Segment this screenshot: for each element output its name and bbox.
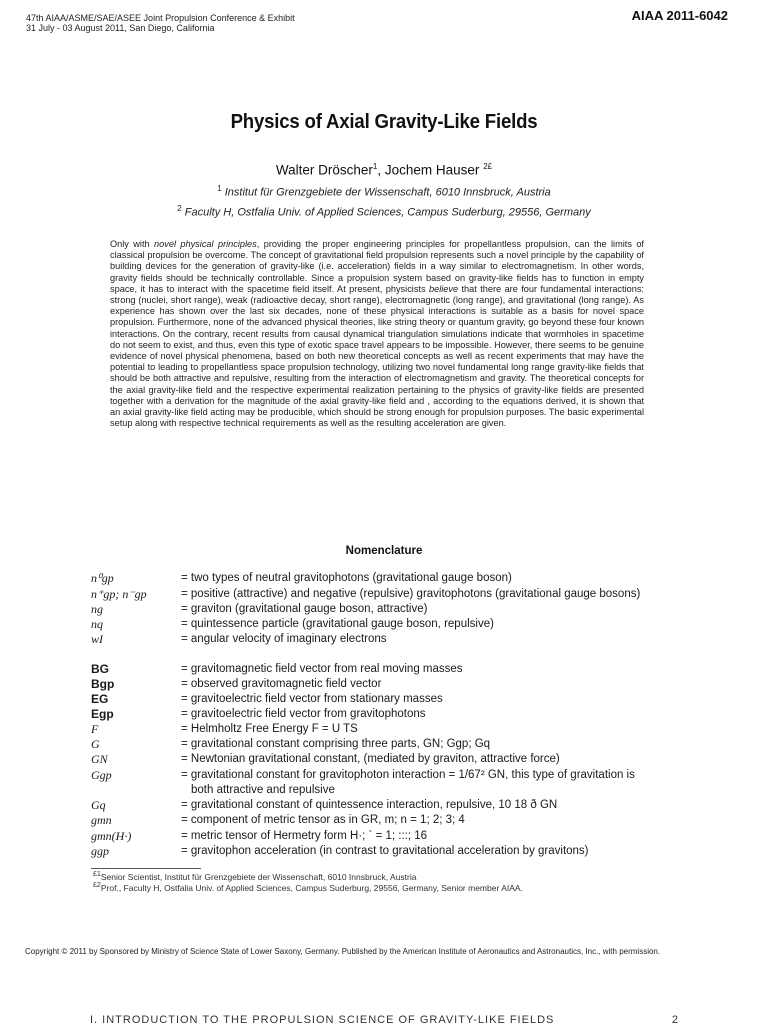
affiliation-1-text: Institut für Grenzgebiete der Wissenschaft, 6010 Innsbruck, Austria	[224, 186, 551, 199]
page-number: 2	[671, 1014, 678, 1026]
nomenclature-definition: = metric tensor of Hermetry form H·; ` = 1; :::; 16	[181, 830, 428, 842]
nomenclature-definition: = angular velocity of imaginary electrons	[181, 633, 387, 645]
nomenclature-definition: = gravitational constant for gravitophoton interaction = 1/67² GN, this type of gravitation is	[181, 769, 635, 781]
nomenclature-definition: = gravitomagnetic field vector from real moving masses	[181, 663, 463, 675]
footnote-1-mark: £1	[93, 870, 101, 878]
nomenclature-symbol: gmn(H·)	[91, 829, 132, 843]
footnote-1-text: Senior Scientist, Institut für Grenzgebiete der Wissenschaft, 6010 Innsbruck, Austria	[100, 871, 417, 882]
nomenclature-definition: = graviton (gravitational gauge boson, attractive)	[181, 603, 428, 615]
affiliation-2-sup: 2	[177, 204, 182, 213]
abstract-emphasis: novel physical principles	[154, 239, 257, 249]
affiliation-2-text: Faculty H, Ostfalia Univ. of Applied Sciences, Campus Suderburg, 29556, Germany	[184, 206, 591, 219]
nomenclature-definition: = gravitoelectric field vector from stationary masses	[181, 693, 443, 705]
affiliation-1	[0, 184, 768, 199]
nomenclature-heading: Nomenclature	[345, 545, 423, 557]
nomenclature-definition: = observed gravitomagnetic field vector	[181, 678, 382, 690]
author-1-name: Walter Dröscher	[275, 162, 373, 178]
nomenclature-symbol: F	[91, 722, 99, 736]
nomenclature-symbol: ng	[91, 602, 103, 616]
abstract-text: Only with	[110, 239, 155, 249]
nomenclature-definition: = gravitophon acceleration (in contrast to gravitational acceleration by gravitons)	[181, 845, 589, 857]
copyright-notice: Copyright © 2011 by Sponsored by Ministry of Science State of Lower Saxony, Germany. Published by the American Institute of Aeronautics and Astronautics, Inc., with permission.	[25, 947, 661, 956]
nomenclature-symbol: gmn	[91, 813, 112, 827]
nomenclature-symbol: n⁺gp; n⁻gp	[91, 587, 147, 601]
nomenclature-definition: = positive (attractive) and negative (repulsive) gravitophotons (gravitational gauge bosons)	[181, 588, 641, 600]
nomenclature-definition: = gravitoelectric field vector from gravitophotons	[181, 708, 426, 720]
nomenclature-definition: = quintessence particle (gravitational gauge boson, repulsive)	[181, 618, 494, 630]
nomenclature-definition: = gravitational constant of quintessence interaction, repulsive, 10 18 ð GN	[181, 799, 558, 811]
footnote-2-text: Prof., Faculty H, Ostfalia Univ. of Applied Sciences, Campus Suderburg, 29556, Germany, Senior member AIAA.	[100, 882, 523, 893]
author-2-sup: 2£	[483, 162, 493, 171]
nomenclature-symbol: Ggp	[91, 768, 112, 782]
nomenclature-symbol: Egp	[91, 707, 114, 721]
nomenclature-symbol: Bgp	[91, 677, 115, 691]
nomenclature-symbol: EG	[91, 692, 109, 706]
affiliation-1-sup: 1	[217, 184, 222, 193]
nomenclature-definition: both attractive and repulsive	[191, 784, 335, 796]
nomenclature-symbol: wI	[91, 632, 103, 646]
nomenclature-definition: = Newtonian gravitational constant, (mediated by graviton, attractive force)	[181, 753, 560, 765]
nomenclature-definition: = two types of neutral gravitophotons (gravitational gauge boson)	[181, 572, 512, 584]
author-separator: ,	[377, 162, 385, 178]
conference-name: 47th AIAA/ASME/SAE/ASEE Joint Propulsion Conference & Exhibit	[26, 13, 295, 23]
nomenclature-symbol: GN	[91, 752, 108, 766]
abstract-text: that there are four fundamental interactions: strong (nuclei, short range), weak (radioactive decay, short range), electromagnetic (long range), and gravitational (long range). As experience has shown over the last six decades, none of these physical interactions is suitable as a basis for novel space propulsion. Furthermore, none of the advanced physical theories, like string theory or quantum gravity, go beyond these four known interactions. On the contrary, recent results from causal dynamical triangulation simulations indicate that wormholes in spacetime do not seem to exist, and thus, even this type of exotic space travel appears to be impossible. However, there seems to be genuine evidence of novel physical phenomena, based on both new theoretical concepts as well as recent experiments that may have the potential to leading to propellantless space propulsion technology, utilizing two novel fundamental long range gravity-like fields that should be both attractive and repulsive, resulting from the interaction of electromagnetism and gravity. The theoretical concepts for the axial gravity-like field and the respective experimental realization pertaining to the physics of gravity-like fields are presented together with a derivation for the magnitude of the axial gravity-like field and , according to the equations derived, it is shown that an axial gravity-like field acting may be producible, which should be strong enough for propulsion purposes. The basic experimental setup along with respective technical requirements as well as the resulting acceleration are given.	[110, 283, 644, 429]
paper-id: AIAA 2011-6042	[631, 8, 728, 23]
author-1-sup: 1	[372, 162, 378, 171]
running-section-title: I. INTRODUCTION TO THE PROPULSION SCIENCE OF GRAVITY-LIKE FIELDS	[90, 1014, 555, 1026]
conference-header	[26, 13, 295, 33]
nomenclature-symbol: G	[91, 737, 100, 751]
nomenclature-symbol: ggp	[91, 844, 109, 858]
affiliation-2	[0, 204, 768, 219]
author-2-name: Jochem Hauser	[384, 162, 480, 178]
footnote-2-mark: £2	[93, 881, 101, 889]
abstract-emphasis: believe	[428, 283, 459, 294]
nomenclature-symbol: nq	[91, 617, 103, 631]
paper-title: Physics of Axial Gravity-Like Fields	[230, 111, 538, 133]
nomenclature-definition: = gravitational constant comprising three parts, GN; Ggp; Gq	[181, 738, 491, 750]
nomenclature-symbol: Gq	[91, 798, 106, 812]
author-line	[0, 162, 768, 178]
nomenclature-symbol: BG	[91, 662, 109, 676]
abstract	[110, 239, 644, 429]
nomenclature-definition: = Helmholtz Free Energy F = U TS	[181, 723, 358, 735]
abstract-text: , providing the proper engineering principles for propellantless propulsion, can the limits of classical propulsion be overcome. The concept of gravitational field propulsion represents such a novel principle by the capability of building devices for the generation of gravity-like (i.e. acceleration) fields in a way similar to electromagnetism. In other words, gravity fields should be technically controllable. Since a propulsion system based on gravity-like fields has to function in empty space, it has to interact with the spacetime field itself. At present, physicists	[110, 239, 644, 294]
conference-dates: 31 July - 03 August 2011, San Diego, California	[26, 23, 215, 33]
nomenclature-definition: = component of metric tensor as in GR, m; n = 1; 2; 3; 4	[181, 814, 465, 826]
nomenclature-symbol: n⁰gp	[91, 571, 114, 585]
footnote-2	[93, 881, 523, 893]
footnote-divider	[91, 868, 201, 869]
